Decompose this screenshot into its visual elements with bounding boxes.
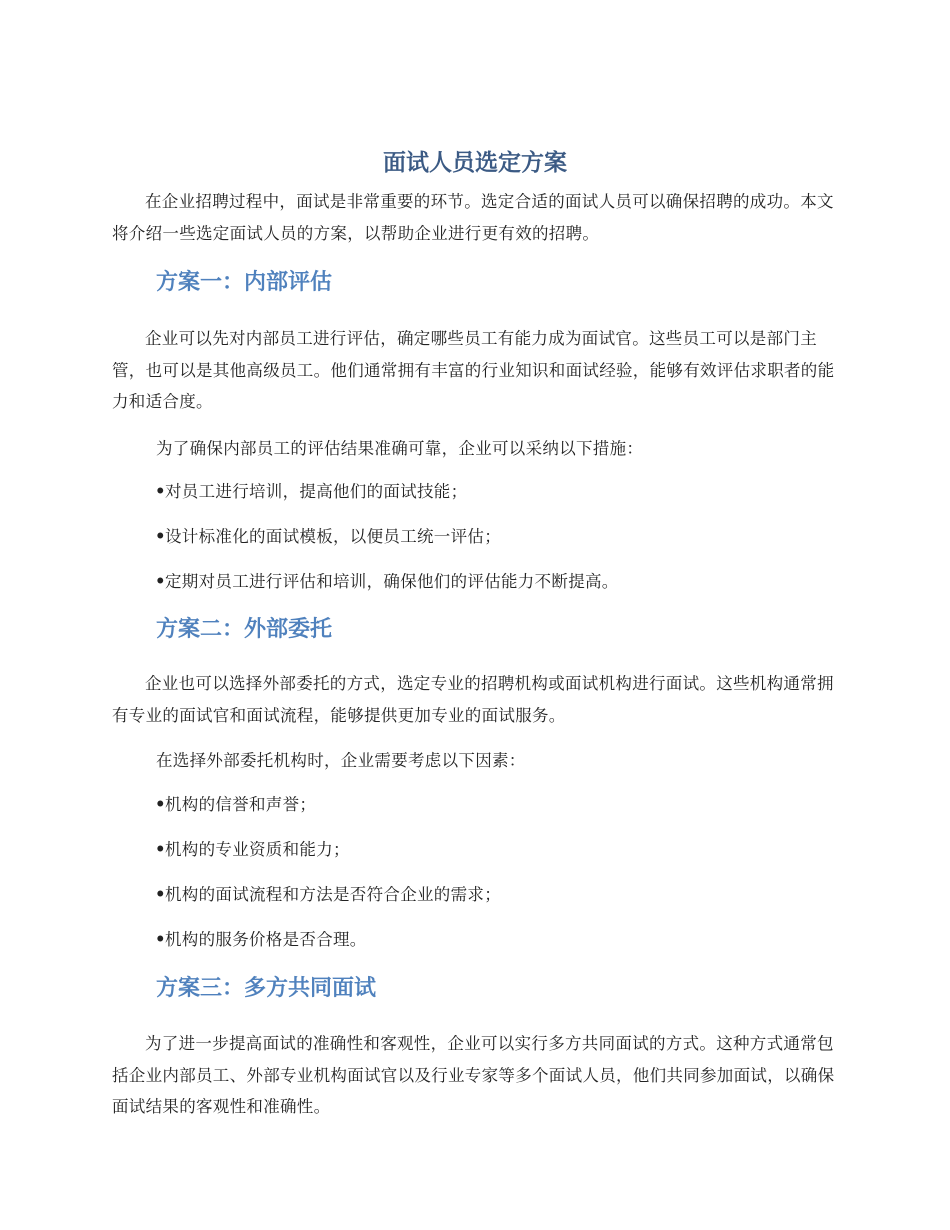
section2-bullet-item (155, 838, 350, 862)
section2-heading: 方案二：外部委托 (156, 617, 333, 642)
section1-bullet-item (155, 480, 467, 504)
section1-bullet-item (155, 525, 501, 549)
section3-paragraph-1: 为了进一步提高面试的准确性和客观性，企业可以实行多方共同面试的方式。这种方式通常包括企业内部员工、外部专业机构面试官以及行业专家等多个面试人员，他们共同参加面试，以确保面试结果的客观性和准确性。 (112, 1034, 835, 1116)
section1-paragraph-2: 为了确保内部员工的评估结果准确可靠，企业可以采纳以下措施： (156, 439, 644, 458)
bullet-marker: • (155, 840, 166, 859)
section1-bullet-item (155, 570, 619, 594)
section2-bullet-item (155, 883, 501, 907)
section2-paragraph-2: 在选择外部委托机构时，企业需要考虑以下因素： (156, 751, 526, 770)
section2-bullet-text: 机构的服务价格是否合理。 (165, 930, 367, 949)
section2-bullet-item (155, 793, 316, 817)
section1-bullet-text: 对员工进行培训，提高他们的面试技能； (165, 482, 468, 501)
bullet-marker: • (155, 527, 166, 546)
bullet-marker: • (155, 885, 166, 904)
bullet-marker: • (155, 930, 166, 949)
section2-bullet-text: 机构的信誉和声誉； (165, 795, 317, 814)
bullet-marker: • (155, 572, 166, 591)
section1-heading: 方案一：内部评估 (156, 270, 333, 295)
section1-bullet-text: 设计标准化的面试模板，以便员工统一评估； (165, 527, 501, 546)
section2-paragraph-1: 企业也可以选择外部委托的方式，选定专业的招聘机构或面试机构进行面试。这些机构通常拥有专业的面试官和面试流程，能够提供更加专业的面试服务。 (112, 674, 834, 725)
bullet-marker: • (155, 482, 166, 501)
intro-paragraph: 在企业招聘过程中，面试是非常重要的环节。选定合适的面试人员可以确保招聘的成功。本文将介绍一些选定面试人员的方案，以帮助企业进行更有效的招聘。 (112, 192, 834, 243)
bullet-marker: • (155, 795, 166, 814)
section1-paragraph-1: 企业可以先对内部员工进行评估，确定哪些员工有能力成为面试官。这些员工可以是部门主管，也可以是其他高级员工。他们通常拥有丰富的行业知识和面试经验，能够有效评估求职者的能力和适合度。 (112, 329, 835, 411)
section2-bullet-text: 机构的专业资质和能力； (165, 840, 350, 859)
section1-bullet-text: 定期对员工进行评估和培训，确保他们的评估能力不断提高。 (165, 572, 619, 591)
section3-heading: 方案三：多方共同面试 (156, 976, 377, 1001)
section2-bullet-text: 机构的面试流程和方法是否符合企业的需求； (165, 885, 501, 904)
section2-bullet-item (155, 928, 367, 952)
document-title: 面试人员选定方案 (383, 150, 567, 176)
